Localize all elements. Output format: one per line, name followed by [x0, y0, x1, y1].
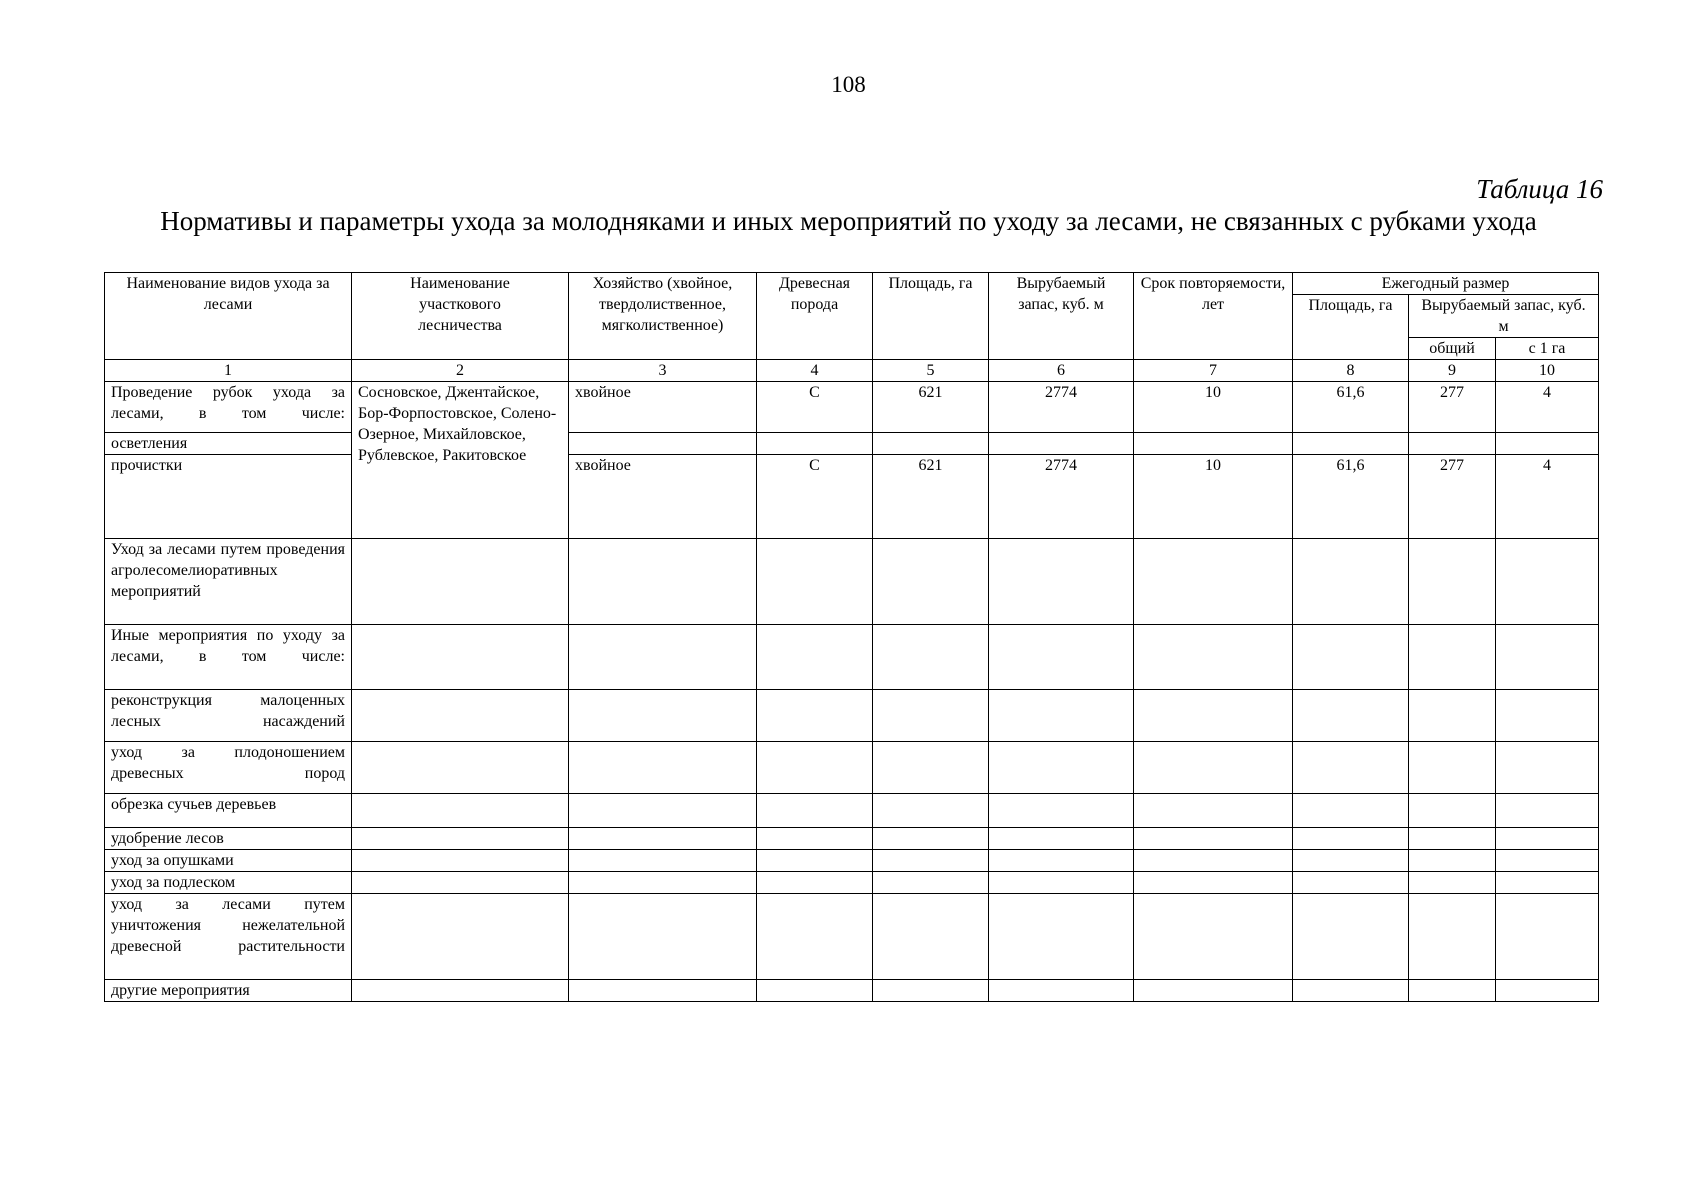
- table-row: [105, 539, 1599, 625]
- row-name: удобрение лесов: [105, 828, 352, 850]
- annual-area-cell: 61,6: [1293, 382, 1409, 433]
- header-cell: Площадь, га: [1293, 295, 1409, 360]
- area-cell: 621: [873, 382, 989, 433]
- table-row: [105, 690, 1599, 742]
- page-number: 108: [831, 72, 866, 97]
- table-row: [105, 794, 1599, 828]
- annual-per-ha-cell: 4: [1496, 455, 1599, 539]
- table-row: [105, 850, 1599, 872]
- row-name: уход за плодоношением древесных пород: [105, 742, 352, 794]
- row-name: Иные мероприятия по уходу за лесами, в том числе:: [105, 625, 352, 690]
- row-name: обрезка сучьев деревьев: [105, 794, 352, 828]
- row-name: прочистки: [105, 455, 352, 539]
- species-cell: С: [757, 382, 873, 433]
- document-title: Нормативы и параметры ухода за молодняками и иных мероприятий по уходу за лесами, не связанных с рубками ухода: [160, 206, 1537, 236]
- row-name: реконструкция малоценных лесных насаждений: [105, 690, 352, 742]
- table-row: [105, 382, 1599, 433]
- species-cell: С: [757, 455, 873, 539]
- column-number: 3: [569, 360, 757, 382]
- column-number: 4: [757, 360, 873, 382]
- header-cell: Наименование видов ухода за лесами: [105, 273, 352, 360]
- row-name: Уход за лесами путем проведения агролесомелиоративных мероприятий: [105, 539, 352, 625]
- row-name: осветления: [105, 433, 352, 455]
- row-name: уход за опушками: [105, 850, 352, 872]
- table-row: [105, 872, 1599, 894]
- area-cell: 621: [873, 455, 989, 539]
- table-row: [105, 894, 1599, 980]
- annual-total-cell: 277: [1409, 382, 1496, 433]
- annual-per-ha-cell: 4: [1496, 382, 1599, 433]
- header-cell: Наименование участкового лесничества: [352, 273, 569, 360]
- header-cell: Ежегодный размер: [1293, 273, 1599, 295]
- row-name: Проведение рубок ухода за лесами, в том числе:: [105, 382, 352, 433]
- column-number: 6: [989, 360, 1134, 382]
- table-row: [105, 433, 1599, 455]
- header-cell: Срок повторяемости, лет: [1134, 273, 1293, 360]
- column-number: 7: [1134, 360, 1293, 382]
- row-name: другие мероприятия: [105, 980, 352, 1002]
- column-number-row: [105, 360, 1599, 382]
- column-number: 8: [1293, 360, 1409, 382]
- forestry-names: Сосновское, Джентайское, Бор-Форпостовское, Солено-Озерное, Михайловское, Рублевское, Ракитовское: [352, 382, 569, 539]
- column-number: 1: [105, 360, 352, 382]
- period-cell: 10: [1134, 382, 1293, 433]
- annual-total-cell: 277: [1409, 455, 1496, 539]
- column-number: 2: [352, 360, 569, 382]
- volume-cell: 2774: [989, 455, 1134, 539]
- header-cell: Древесная порода: [757, 273, 873, 360]
- farm-cell: хвойное: [569, 382, 757, 433]
- header-row: [105, 273, 1599, 295]
- row-name: уход за лесами путем уничтожения нежелательной древесной растительности: [105, 894, 352, 980]
- standards-table: [104, 272, 1599, 1002]
- header-cell: общий: [1409, 338, 1496, 360]
- column-number: 10: [1496, 360, 1599, 382]
- header-cell: Вырубаемый запас, куб. м: [989, 273, 1134, 360]
- header-cell: Хозяйство (хвойное, твердолиственное, мягколиственное): [569, 273, 757, 360]
- table-row: [105, 742, 1599, 794]
- header-cell: Площадь, га: [873, 273, 989, 360]
- row-name: уход за подлеском: [105, 872, 352, 894]
- column-number: 5: [873, 360, 989, 382]
- header-cell: Вырубаемый запас, куб. м: [1409, 295, 1599, 338]
- annual-area-cell: 61,6: [1293, 455, 1409, 539]
- volume-cell: 2774: [989, 382, 1134, 433]
- period-cell: 10: [1134, 455, 1293, 539]
- table-row: [105, 828, 1599, 850]
- table-row: [105, 980, 1599, 1002]
- table-label: Таблица 16: [1476, 174, 1603, 204]
- header-cell: с 1 га: [1496, 338, 1599, 360]
- column-number: 9: [1409, 360, 1496, 382]
- farm-cell: хвойное: [569, 455, 757, 539]
- table-row: [105, 625, 1599, 690]
- table-row: [105, 455, 1599, 539]
